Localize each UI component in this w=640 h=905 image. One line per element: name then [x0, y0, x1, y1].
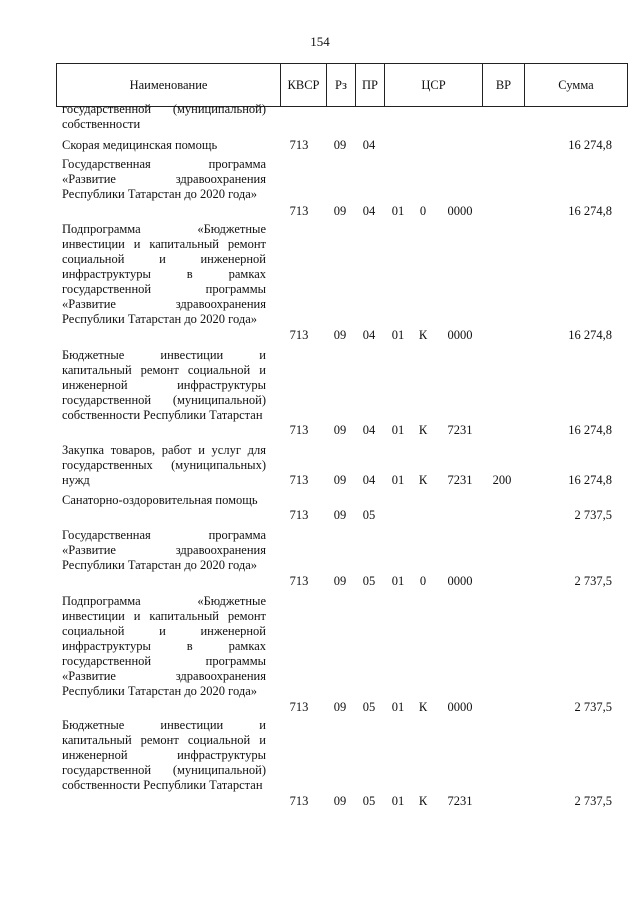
table-row-name: Бюджетные инвестиции и капитальный ремонт социальной и инженерной инфраструктуры государственной (муниципальной) собственности Республики Татарстан	[62, 718, 266, 792]
header-csr: ЦСР	[384, 64, 482, 106]
cell-sum: 2 737,5	[574, 794, 612, 808]
header-kvsr: КВСР	[280, 64, 326, 106]
table-row-name: Бюджетные инвестиции и капитальный ремонт социальной и инженерной инфраструктуры государственной (муниципальной) собственности Республики Татарстан	[62, 348, 266, 422]
table-row-name: Подпрограмма «Бюджетные инвестиции и капитальный ремонт социальной и инженерной инфраструктуры в рамках государственной программы «Развитие здравоохранения Республики Татарстан до 2020 года»	[62, 594, 266, 698]
cell-csr-program: 01	[391, 204, 405, 218]
cell-sum: 16 274,8	[568, 473, 612, 487]
cell-csr-program: 01	[391, 574, 405, 588]
cell-vr: 200	[492, 473, 512, 487]
cell-csr-code: 7231	[447, 473, 473, 487]
cell-csr-code: 0000	[447, 328, 473, 342]
cell-pr: 04	[362, 138, 376, 152]
cell-sum: 16 274,8	[568, 204, 612, 218]
cell-csr-subprogram: К	[418, 423, 428, 437]
cell-pr: 05	[362, 794, 376, 808]
cell-kvsr: 713	[289, 473, 309, 487]
page-number: 154	[310, 34, 330, 49]
cell-csr-program: 01	[391, 473, 405, 487]
cell-sum: 16 274,8	[568, 138, 612, 152]
cell-sum: 16 274,8	[568, 328, 612, 342]
cell-kvsr: 713	[289, 700, 309, 714]
cell-kvsr: 713	[289, 138, 309, 152]
cell-csr-code: 0000	[447, 574, 473, 588]
cell-csr-program: 01	[391, 794, 405, 808]
header-sum: Сумма	[524, 64, 627, 106]
cell-csr-program: 01	[391, 700, 405, 714]
cell-csr-code: 7231	[447, 794, 473, 808]
cell-rz: 09	[333, 794, 347, 808]
table-row-name: Санаторно-оздоровительная помощь	[62, 493, 258, 507]
cell-csr-subprogram: 0	[419, 204, 427, 218]
cell-rz: 09	[333, 473, 347, 487]
cell-sum: 2 737,5	[574, 700, 612, 714]
cell-kvsr: 713	[289, 204, 309, 218]
cell-csr-code: 0000	[447, 204, 473, 218]
table-header	[56, 63, 628, 107]
header-vr: ВР	[482, 64, 524, 106]
table-row-name: Скорая медицинская помощь	[62, 138, 218, 152]
cell-pr: 04	[362, 473, 376, 487]
cell-csr-program: 01	[391, 328, 405, 342]
table-row-name: Государственная программа «Развитие здравоохранения Республики Татарстан до 2020 года»	[62, 157, 266, 201]
cell-rz: 09	[333, 204, 347, 218]
cell-pr: 04	[362, 423, 376, 437]
cell-rz: 09	[333, 508, 347, 522]
table-row-name: государственной (муниципальной) собственности	[62, 102, 266, 131]
header-pr: ПР	[355, 64, 384, 106]
cell-pr: 05	[362, 574, 376, 588]
cell-rz: 09	[333, 700, 347, 714]
cell-sum: 2 737,5	[574, 574, 612, 588]
cell-csr-subprogram: 0	[419, 574, 427, 588]
cell-kvsr: 713	[289, 508, 309, 522]
cell-kvsr: 713	[289, 328, 309, 342]
cell-csr-subprogram: К	[418, 794, 428, 808]
cell-csr-program: 01	[391, 423, 405, 437]
cell-kvsr: 713	[289, 794, 309, 808]
cell-kvsr: 713	[289, 423, 309, 437]
cell-pr: 04	[362, 204, 376, 218]
cell-sum: 16 274,8	[568, 423, 612, 437]
header-name: Наименование	[129, 78, 208, 92]
cell-kvsr: 713	[289, 574, 309, 588]
cell-pr: 05	[362, 700, 376, 714]
cell-csr-subprogram: К	[418, 473, 428, 487]
cell-pr: 05	[362, 508, 376, 522]
cell-csr-subprogram: К	[418, 328, 428, 342]
cell-rz: 09	[333, 423, 347, 437]
cell-pr: 04	[362, 328, 376, 342]
cell-rz: 09	[333, 574, 347, 588]
cell-csr-subprogram: К	[418, 700, 428, 714]
cell-sum: 2 737,5	[574, 508, 612, 522]
table-row-name: Закупка товаров, работ и услуг для государственных (муниципальных) нужд	[62, 443, 266, 487]
cell-csr-code: 0000	[447, 700, 473, 714]
cell-csr-code: 7231	[447, 423, 473, 437]
table-row-name: Подпрограмма «Бюджетные инвестиции и капитальный ремонт социальной и инженерной инфраструктуры в рамках государственной программы «Развитие здравоохранения Республики Татарстан до 2020 года»	[62, 222, 266, 326]
cell-rz: 09	[333, 328, 347, 342]
cell-rz: 09	[333, 138, 347, 152]
header-rz: Рз	[326, 64, 355, 106]
table-row-name: Государственная программа «Развитие здравоохранения Республики Татарстан до 2020 года»	[62, 528, 266, 572]
